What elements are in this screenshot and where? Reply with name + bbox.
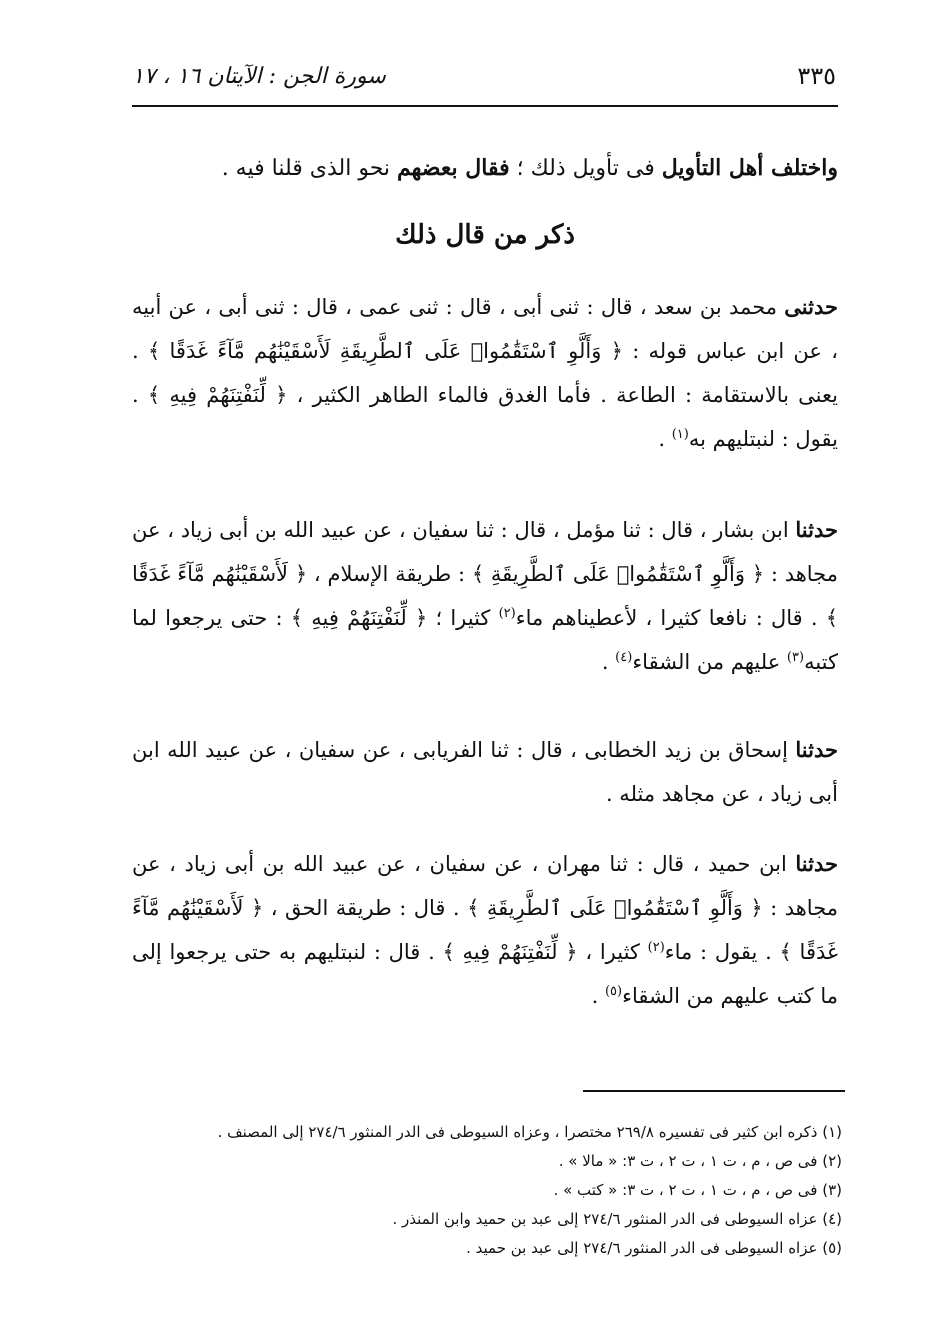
narration-text: . يقول : لنبتليهم به: [132, 383, 838, 451]
narration-text: : طريقة الإسلام ،: [307, 562, 472, 586]
narration-text: . قال : لنبتليهم به حتى يرجعوا إلى ما كتب عليهم من الشقاء: [132, 940, 838, 1008]
narration-text: ابن بشار ، قال : ثنا مؤمل ، قال : ثنا سفيان ، عن عبيد الله بن أبى زياد ، عن مجاهد :: [132, 518, 838, 586]
footnote-ref-2: (٢): [647, 940, 665, 955]
quran-verse: ﴿ لِّنَفْتِنَهُمْ فِيهِ ﴾: [290, 606, 428, 630]
narration-text: ابن حميد ، قال : ثنا مهران ، عن سفيان ، عن عبيد الله بن أبى زياد ، عن مجاهد :: [132, 852, 839, 920]
narration-lead: حدثنا: [795, 517, 838, 542]
narration-text: . يعنى بالاستقامة : الطاعة . فأما الغدق فالماء الطاهر الكثير ،: [132, 339, 838, 407]
page-number: ٣٣٥: [797, 62, 836, 90]
footnote-1: (١) ذكره ابن كثير فى تفسيره ٢٦٩/٨ مختصرا ، وعزاه السيوطى فى الدر المنثور ٢٧٤/٦ إلى المصنف .: [217, 1123, 842, 1141]
narration-text: .: [601, 650, 616, 674]
narration-lead: حدثنا: [795, 851, 838, 876]
header-rule: [132, 105, 838, 107]
narration-text: .: [658, 427, 672, 451]
footnote-ref-5: (٥): [604, 984, 623, 999]
intro-bold-2: فقال بعضهم: [397, 155, 510, 181]
narration-lead: حدثنا: [795, 737, 838, 762]
narration-text: .: [591, 984, 605, 1008]
narration-text: كثيرا ،: [577, 940, 648, 964]
narration-text: كثيرا ؛: [427, 606, 499, 630]
footnote-5: (٥) عزاه السيوطى فى الدر المنثور ٢٧٤/٦ إلى عبد بن حميد .: [466, 1239, 842, 1257]
narration-paragraph-2: [132, 508, 838, 684]
quran-verse: ﴿ وَأَلَّوِ ٱسْتَقَٰمُوا۟ عَلَى ٱلطَّرِيقَةِ لَأَسْقَيْنَٰهُم مَّآءً غَدَقًا ﴾: [147, 339, 623, 363]
quran-verse: ﴿ لَأَسْقَيْنَٰهُم مَّآءً غَدَقًا ﴾: [132, 896, 839, 964]
quran-verse: ﴿ لَأَسْقَيْنَٰهُم مَّآءً غَدَقًا ﴾: [132, 562, 838, 630]
quran-verse: ﴿ لِّنَفْتِنَهُمْ فِيهِ ﴾: [147, 383, 288, 407]
footnote-rule: [583, 1090, 845, 1092]
narration-text: محمد بن سعد ، قال : ثنى أبى ، قال : ثنى عمى ، قال : ثنى أبى ، عن أبيه ، عن ابن عباس قوله :: [132, 295, 838, 363]
footnote-ref-4: (٤): [615, 650, 633, 665]
narration-text: . يقول : ماء: [664, 940, 780, 964]
footnote-ref-2: (٢): [498, 606, 516, 621]
narration-paragraph-3: [132, 728, 838, 816]
narration-text: . قال : نافعا كثيرا ، لأعطيناهم ماء: [515, 606, 826, 630]
narration-paragraph-4: [132, 842, 838, 1018]
quran-verse: ﴿ وَأَلَّوِ ٱسْتَقَٰمُوا۟ عَلَى ٱلطَّرِيقَةِ ﴾: [471, 562, 765, 586]
footnote-ref-3: (٣): [786, 650, 805, 665]
narration-text: . قال : طريقة الحق ،: [263, 896, 468, 920]
running-title: سورة الجن : الآيتان ١٦ ، ١٧: [132, 63, 386, 89]
page-header: [132, 56, 836, 96]
footnote-3: (٣) فى ص ، م ، ت ١ ، ت ٢ ، ت ٣: « كتب » .: [553, 1181, 842, 1199]
narration-text: : حتى يرجعوا لما كتبه: [132, 606, 838, 674]
footnote-ref-1: (١): [671, 427, 689, 442]
footnote-2: (٢) فى ص ، م ، ت ١ ، ت ٢ ، ت ٣: « مالا » .: [558, 1152, 842, 1170]
quran-verse: ﴿ لِّنَفْتِنَهُمْ فِيهِ ﴾: [442, 940, 578, 964]
narration-text: إسحاق بن زيد الخطابى ، قال : ثنا الفريابى ، عن سفيان ، عن عبيد الله ابن أبى زياد ، عن مجاهد مثله .: [132, 738, 838, 806]
narration-text: عليهم من الشقاء: [632, 650, 787, 674]
narration-lead: حدثنى: [784, 294, 838, 319]
intro-text-1: فى تأويل ذلك ؛: [509, 156, 662, 181]
section-heading: ذكر من قال ذلك: [395, 220, 575, 250]
narration-paragraph-1: [132, 285, 838, 461]
footnote-4: (٤) عزاه السيوطى فى الدر المنثور ٢٧٤/٦ إلى عبد بن حميد وابن المنذر .: [392, 1210, 842, 1228]
intro-text-2: نحو الذى قلنا فيه .: [221, 156, 398, 181]
intro-paragraph: [132, 146, 838, 191]
quran-verse: ﴿ وَأَلَّوِ ٱسْتَقَٰمُوا۟ عَلَى ٱلطَّرِيقَةِ ﴾: [467, 896, 763, 920]
footnotes: [132, 1118, 842, 1263]
intro-bold-1: واختلف أهل التأويل: [661, 155, 838, 181]
